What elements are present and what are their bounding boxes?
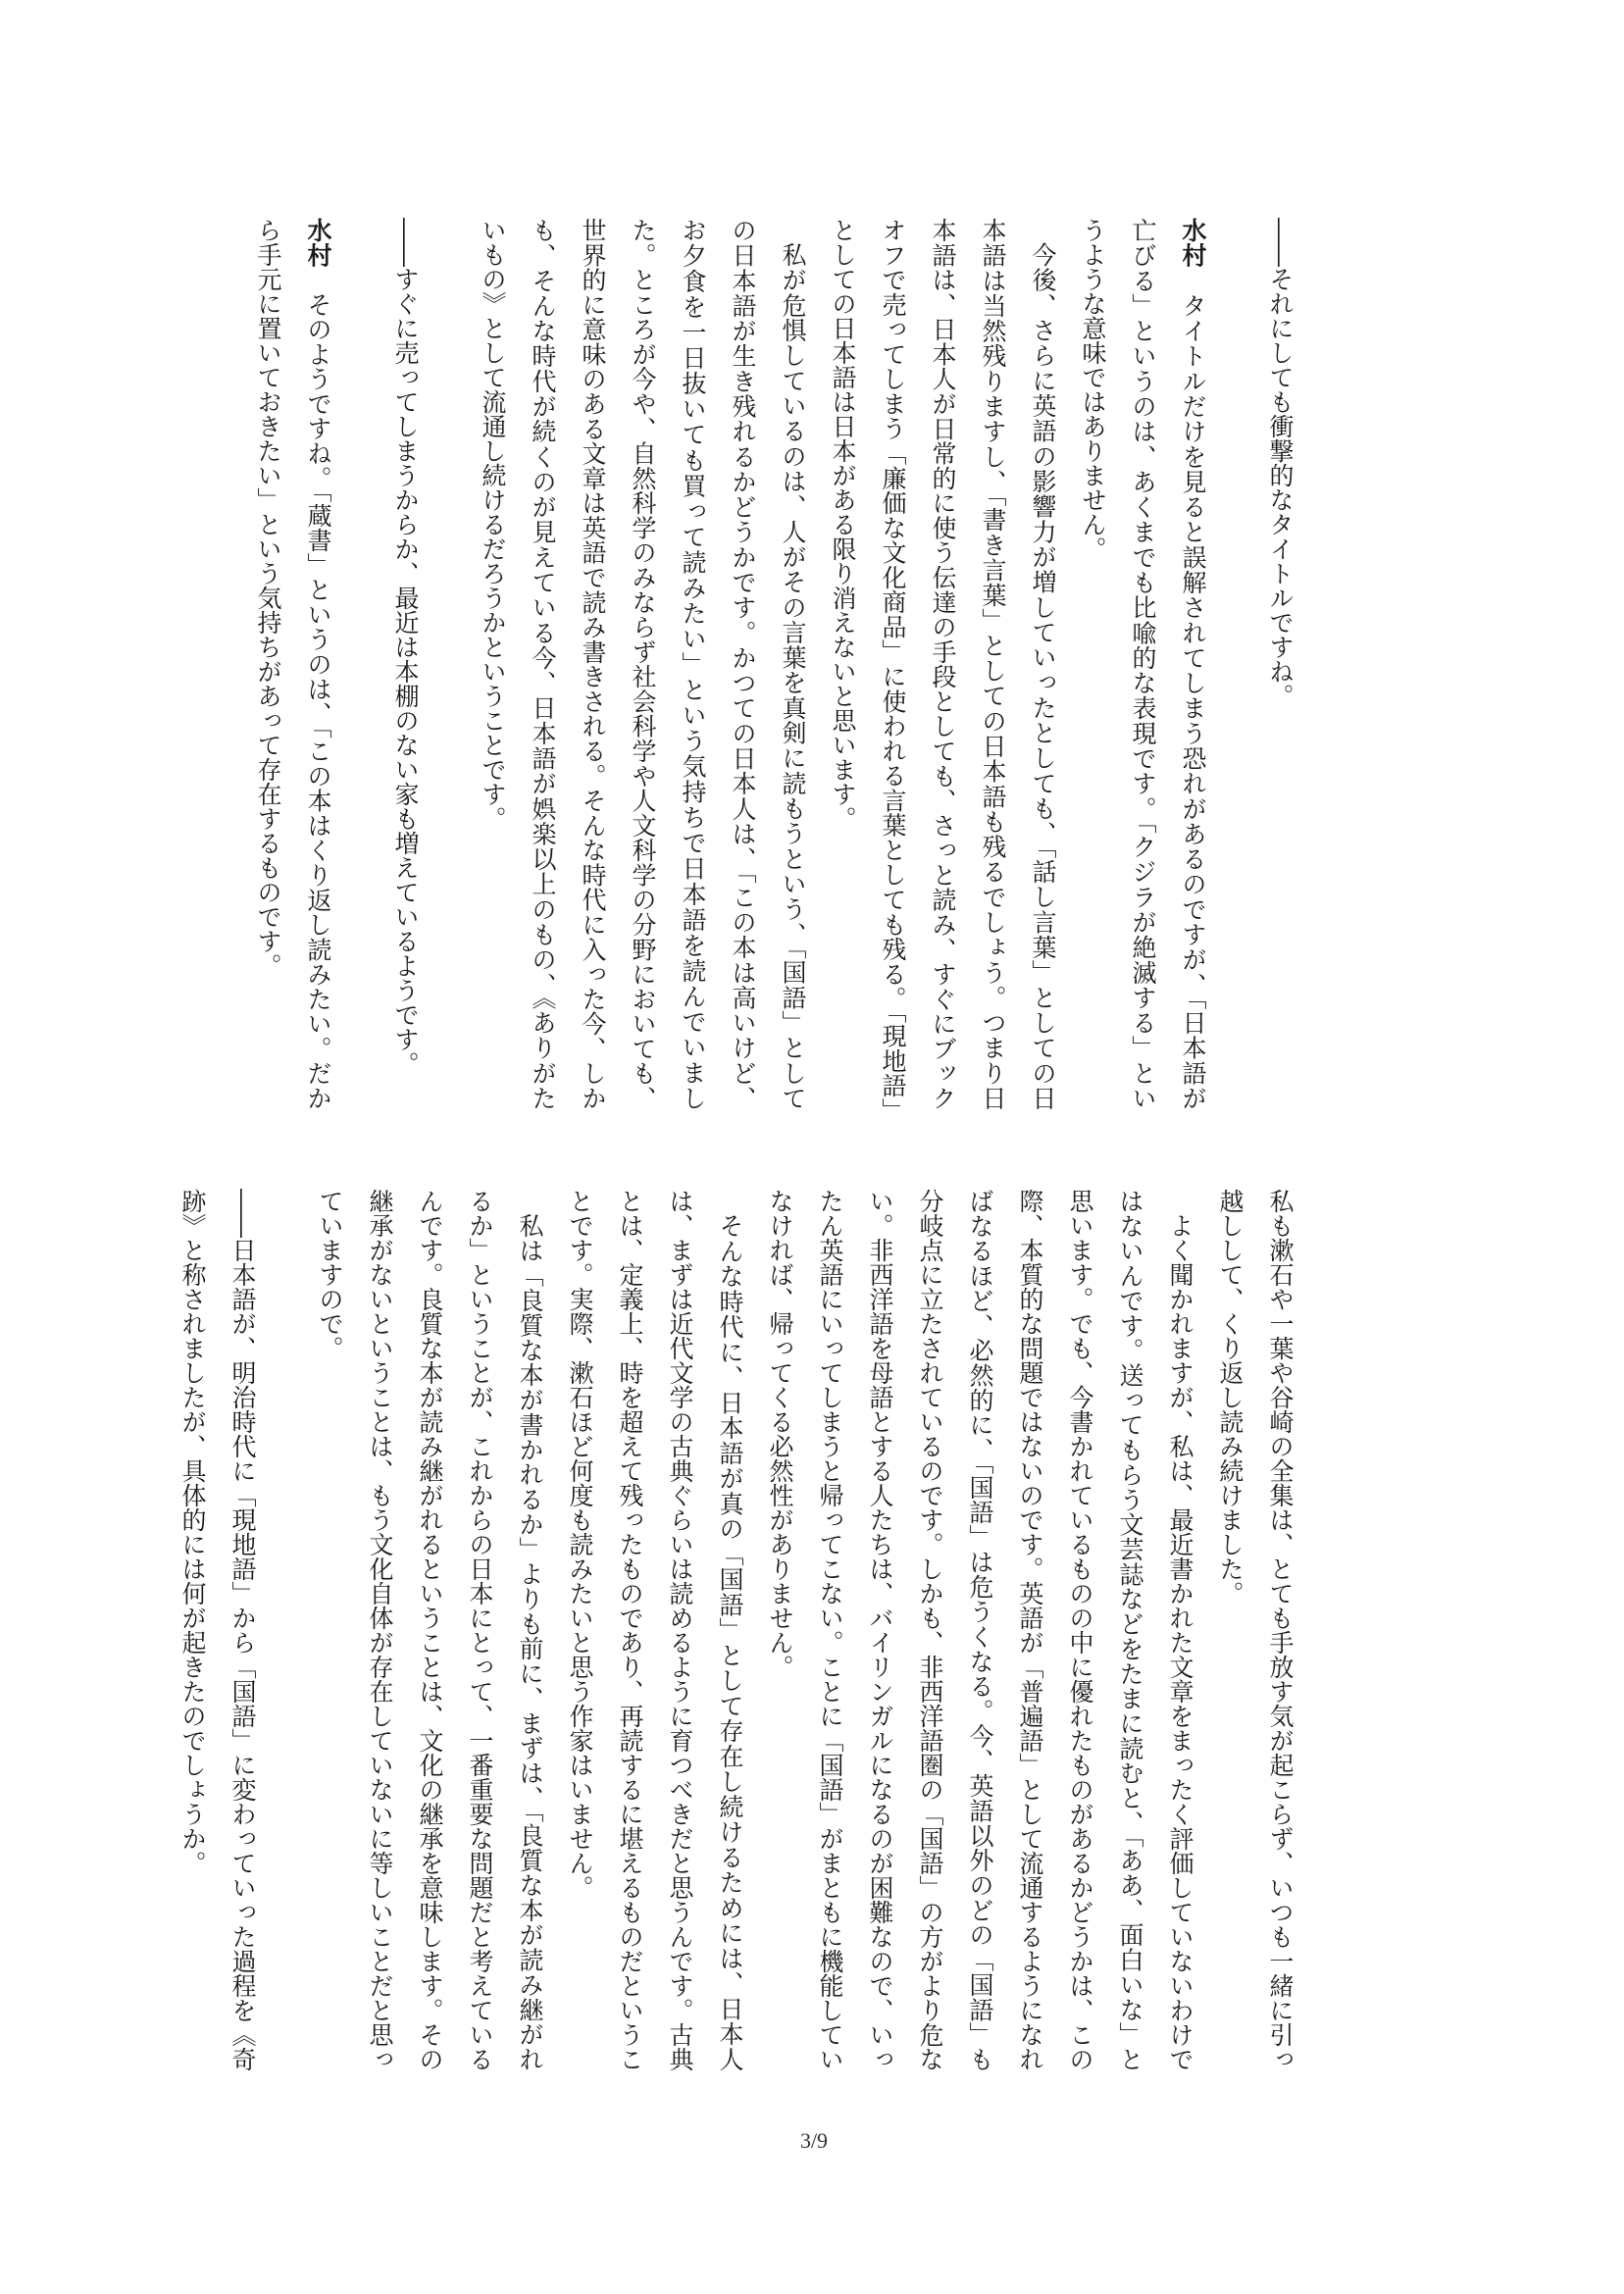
body-paragraph: よく聞かれますが、私は、最近書かれた文章をまったく評価していないわけではないんです。送ってもらう文芸誌などをたまに読むと、「ああ、面白いな」と思います。でも、今書かれているものの中に優れたものがあるかどうかは、この際、本質的な問題ではないのです。英語が「普遍語」として流通するようになればなるほど、必然的に、「国語」は危うくなる。今、英語以外のどの「国語」も分岐点に立たされているのです。しかも、非西洋語圏の「国語」の方がより危ない。非西洋語を母語とする人たちは、バイリンガルになるのが困難なので、いったん英語にいってしまうと帰ってこない。ことに「国語」がまともに機能していなければ、帰ってくる必然性がありません。 [766, 1189, 1194, 2071]
body-paragraph: 私が危惧しているのは、人がその言葉を真剣に読もうという、「国語」としての日本語が生き残れるかどうかです。かつての日本人は、「この本は高いけど、お夕食を一日抜いても買って読みたい」という気持ちで日本語を読んでいました。ところが今や、自然科学のみならず社会科学や人文科学の分野においても、世界的に意味のある文章は英語で読み書きされる。そんな時代に入った今、しかも、そんな時代が続くのが見えている今、日本語が娯楽以上のもの、《ありがたいもの》として流通し続けるだろうかということです。 [479, 218, 807, 1111]
speaker-label: 水村 [304, 218, 332, 268]
answer-text: そのようですね。「蔵書」というのは、「この本はくり返し読みたい。だから手元に置いておきたい」という気持ちがあって存在するものです。 [254, 218, 332, 1111]
page-number: 3/9 [799, 2128, 829, 2153]
body-paragraph: そんな時代に、日本語が真の「国語」として存在し続けるためには、日本人は、まずは近代文学の古典ぐらいは読めるように育つべきだと思うんです。古典とは、定義上、時を超えて残ったものであり、再読するに堪えるものだということです。実際、漱石ほど何度も読みたいと思う作家はいません。 [566, 1189, 744, 2071]
answer-text: タイトルだけを見ると誤解されてしまう恐れがあるのですが、「日本語が亡びる」というのは、あくまでも比喩的な表現です。「クジラが絶滅する」というような意味ではありません。 [1079, 218, 1207, 1111]
question-paragraph: ――それにしても衝撃的なタイトルですね。 [1266, 218, 1294, 708]
body-paragraph: 私も漱石や一葉や谷崎の全集は、とても手放す気が起こらず、いつも一緒に引っ越しして、くり返し読み続けました。 [1216, 1189, 1294, 2071]
answer-paragraph [1068, 218, 1218, 1110]
answer-paragraph [243, 218, 343, 1110]
body-paragraph: 私は「良質な本が書かれるか」よりも前に、まずは、「良質な本が読み継がれるか」ということが、これからの日本にとって、一番重要な問題だと考えているんです。良質な本が読み継がれるということは、文化の継承を意味します。その継承がないということは、もう文化自体が存在していないに等しいことだと思っていますので。 [316, 1189, 544, 2072]
interview-text-upper [254, 218, 1305, 1111]
question-paragraph: ――すぐに売ってしまうからか、最近は本棚のない家も増えているようです。 [391, 218, 420, 1076]
interview-text-lower [178, 1189, 1305, 2072]
body-paragraph: 今後、さらに英語の影響力が増していったとしても、「話し言葉」としての日本語は当然残りますし、「書き言葉」としての日本語も残るでしょう。つまり日本語は、日本人が日常的に使う伝達の手段としても、さっと読み、すぐにブックオフで売ってしまう「廉価な文化商品」に使われる言葉としても残る。「現地語」としての日本語は日本がある限り消えないと思います。 [829, 218, 1057, 1110]
question-paragraph: ――日本語が、明治時代に「現地語」から「国語」に変わっていった過程を《奇跡》と称されましたが、具体的には何が起きたのでしょうか。 [178, 1189, 257, 2071]
speaker-label: 水村 [1179, 218, 1207, 269]
